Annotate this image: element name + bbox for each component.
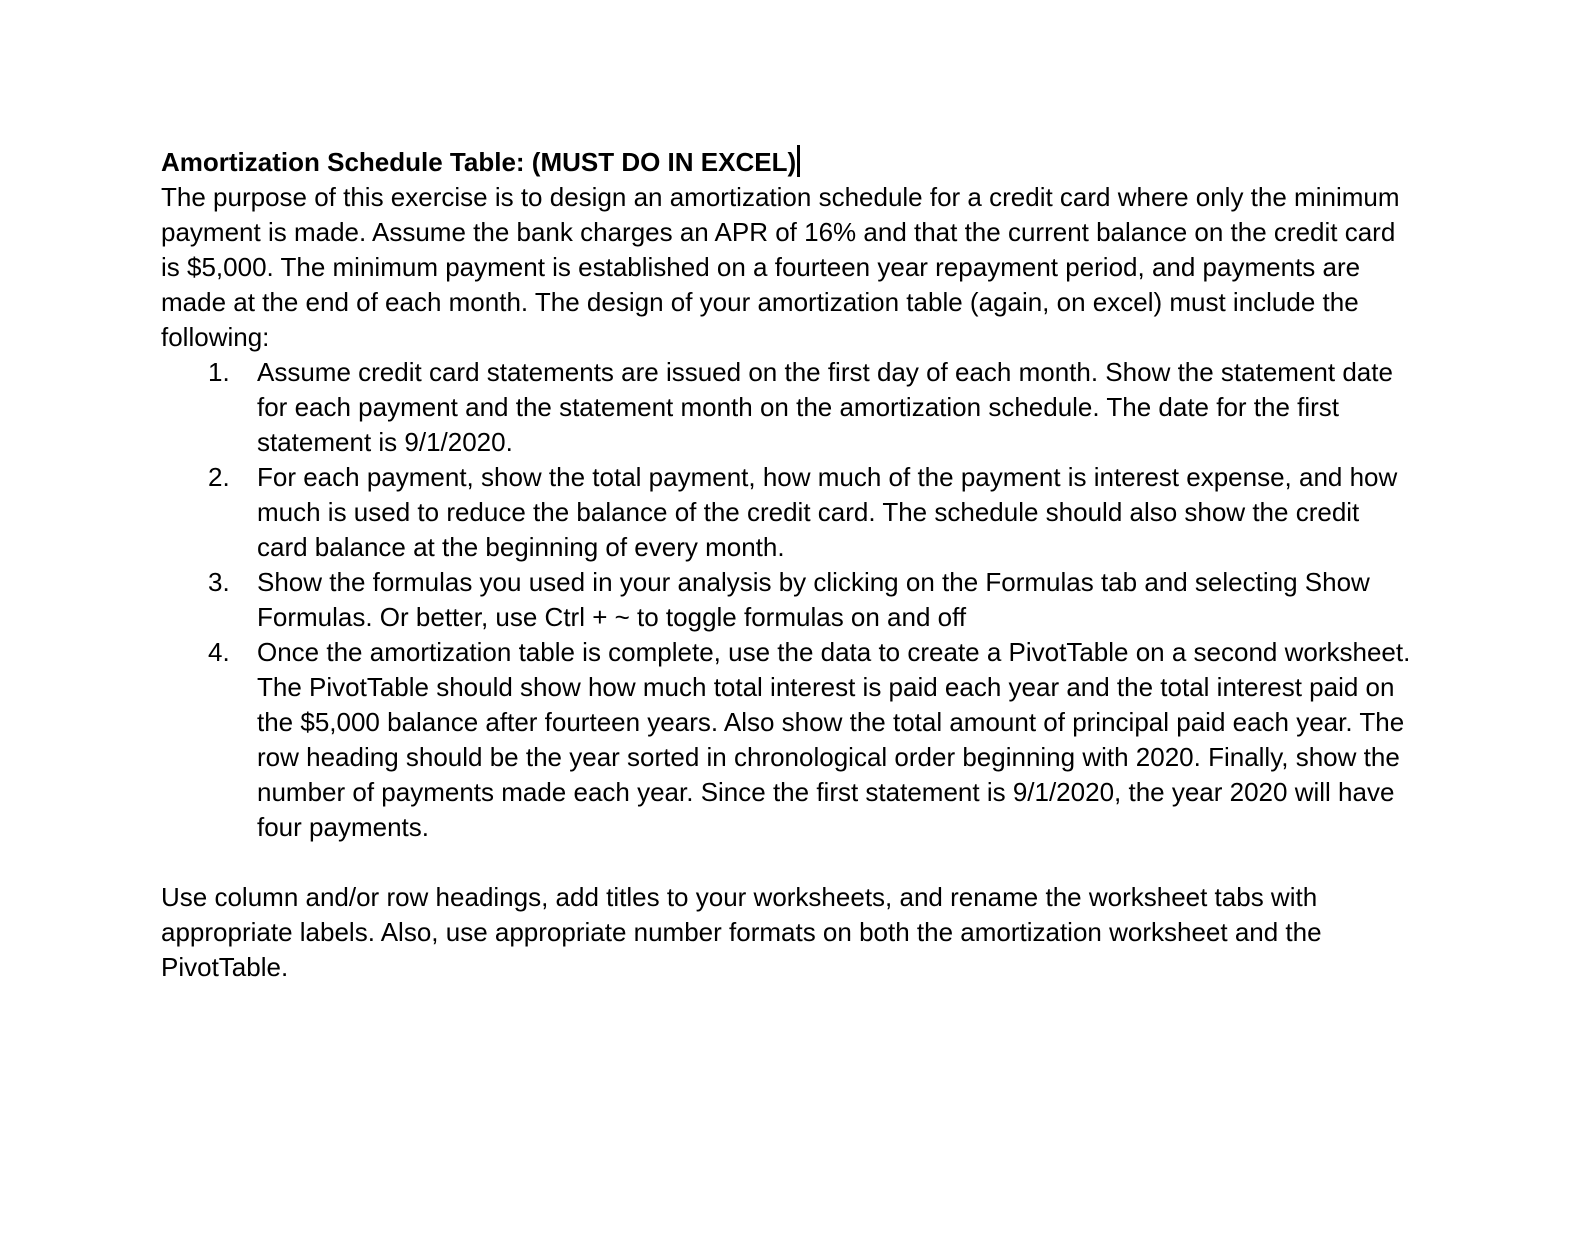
list-item (161, 565, 1411, 635)
list-item-text: Once the amortization table is complete, use the data to create a PivotTable on a second worksheet. The PivotTable should show how much total interest is paid each year and the total interest paid on the $5,000 balance after fourteen years. Also show the total amount of principal paid each year. The row heading should be the year sorted in chronological order beginning with 2020. Finally, show the number of payments made each year. Since the first statement is 9/1/2020, the year 2020 will have four payments. (257, 637, 1411, 842)
list-item (161, 355, 1411, 460)
list-item-number: 2. (208, 462, 230, 492)
closing-paragraph: Use column and/or row headings, add titles to your worksheets, and rename the worksheet tabs with appropriate labels. Also, use appropriate number formats on both the amortization worksheet and the PivotTable. (161, 882, 1322, 982)
list-item-text: Show the formulas you used in your analysis by clicking on the Formulas tab and selecting Show Formulas. Or better, use Ctrl + ~ to toggle formulas on and off (257, 567, 1370, 632)
requirements-list (161, 355, 1411, 845)
document-heading (161, 145, 1411, 180)
heading-text: Amortization Schedule Table: (MUST DO IN EXCEL) (161, 147, 797, 177)
list-item-number: 1. (208, 357, 230, 387)
blank-line (161, 845, 1411, 880)
list-item-number: 4. (208, 637, 230, 667)
list-item-text: Assume credit card statements are issued on the first day of each month. Show the statement date for each payment and the statement month on the amortization schedule. The date for the first statement is 9/1/2020. (257, 357, 1393, 457)
document-body[interactable] (161, 145, 1411, 985)
list-item-text: For each payment, show the total payment, how much of the payment is interest expense, and how much is used to reduce the balance of the credit card. The schedule should also show the credit card balance at the beginning of every month. (257, 462, 1398, 562)
list-item-number: 3. (208, 567, 230, 597)
intro-paragraph: The purpose of this exercise is to design an amortization schedule for a credit card where only the minimum payment is made. Assume the bank charges an APR of 16% and that the current balance on the credit card is $5,000. The minimum payment is established on a fourteen year repayment period, and payments are made at the end of each month. The design of your amortization table (again, on excel) must include the following: (161, 182, 1400, 352)
list-item (161, 635, 1411, 845)
text-cursor (797, 145, 800, 177)
list-item (161, 460, 1411, 565)
